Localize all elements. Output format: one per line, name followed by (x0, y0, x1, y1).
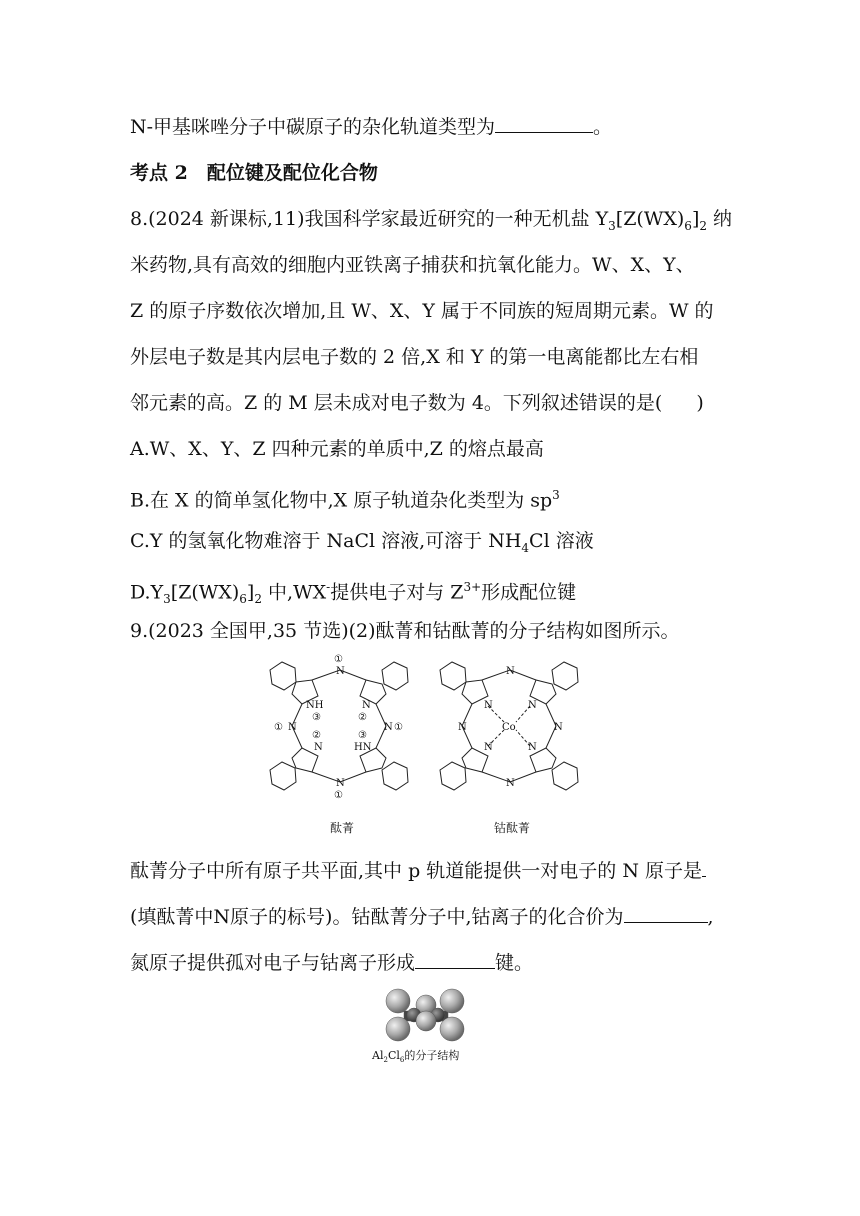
question-8-line-3: Z 的原子序数依次增加,且 W、X、Y 属于不同族的短周期元素。W 的 (130, 300, 714, 322)
question-8-line-4: 外层电子数是其内层电子数的 2 倍,X 和 Y 的第一电离能都比左右相 (130, 346, 699, 368)
atom-label: N (528, 700, 537, 711)
atom-label: N (288, 722, 297, 733)
subscript: 4 (521, 540, 530, 555)
question-9-line-3 (130, 904, 714, 930)
question-8-line-5 (130, 390, 704, 416)
text: 中,WX (261, 581, 327, 604)
question-9-line-2 (130, 858, 706, 884)
atom-label: NH (306, 700, 324, 711)
atom-label: ③ (312, 712, 321, 723)
answer-blank[interactable] (702, 858, 706, 877)
svg-text:Al2Cl6的分子结构: $Al_2Cl_6$的分子结构 (372, 1049, 460, 1064)
ball-model (386, 989, 464, 1041)
al2cl6-model-figure (372, 985, 490, 1065)
question-8-line-1 (130, 206, 732, 239)
superscript: 3 (552, 488, 560, 502)
text: [Z(WX) (170, 581, 240, 604)
answer-blank[interactable] (415, 950, 495, 969)
subscript: 3 (163, 592, 171, 607)
atom-label: N (484, 742, 493, 753)
text: D.Y (130, 581, 164, 604)
subscript: 6 (684, 218, 692, 233)
option-a: A.W、X、Y、Z 四种元素的单质中,Z 的熔点最高 (130, 438, 544, 460)
text: ] (691, 208, 700, 230)
text: 纳 (707, 208, 733, 230)
question-9-line-1: 9.(2023 全国甲,35 节选)(2)酞菁和钴酞菁的分子结构如图所示。 (130, 620, 680, 642)
answer-blank[interactable] (624, 904, 708, 923)
atom-label: ③ (358, 730, 367, 741)
atom-label: N (458, 722, 467, 733)
text: ] (246, 581, 255, 604)
text: B.在 X 的简单氢化物中,X 原子轨道杂化类型为 sp (130, 489, 553, 512)
question-8-line-2: 米药物,具有高效的细胞内亚铁离子捕获和抗氧化能力。W、X、Y、 (130, 254, 695, 276)
atom-label: ① (334, 790, 343, 801)
text: 键。 (495, 952, 534, 974)
text: [Z(WX) (615, 208, 685, 230)
subscript: 3 (608, 218, 616, 233)
atom-label: ① (334, 654, 343, 665)
option-b (130, 482, 560, 513)
text: , (707, 906, 714, 928)
atom-label: N (362, 700, 371, 711)
period: 。 (593, 116, 613, 138)
text: 形成配位键 (481, 581, 577, 604)
atom-label: N (336, 778, 345, 789)
option-c (130, 528, 594, 561)
atom-label: N (384, 722, 393, 733)
question-text: N-甲基咪唑分子中碳原子的杂化轨道类型为 (130, 116, 496, 138)
text: Cl 溶液 (529, 530, 594, 552)
figure2-caption (371, 1048, 459, 1064)
atom-label: ② (312, 730, 321, 741)
atom-label: N (506, 666, 515, 677)
text: ) (696, 392, 704, 414)
atom-label: ② (358, 712, 367, 723)
text: 邻元素的高。Z 的 M 层未成对电子数为 4。下列叙述错误的是( (130, 392, 663, 414)
text: C.Y 的氢氧化物难溶于 NaCl 溶液,可溶于 NH (130, 530, 522, 552)
superscript: - (326, 580, 331, 594)
subscript: 6 (239, 592, 247, 607)
answer-blank[interactable] (495, 114, 593, 133)
atom-label: N (506, 778, 515, 789)
atom-label: ① (274, 722, 283, 733)
phthalocyanine-figure (262, 648, 592, 838)
figure-caption-right: 钴酞菁 (494, 821, 531, 835)
atom-label: ① (394, 722, 403, 733)
text: 酞菁分子中所有原子共平面,其中 p 轨道能提供一对电子的 N 原子是 (130, 860, 702, 882)
atom-label: N (336, 666, 345, 677)
text: 8.(2024 新课标,11)我国科学家最近研究的一种无机盐 Y (130, 208, 609, 230)
atom-label: Co (502, 722, 516, 733)
option-d (130, 574, 576, 612)
atom-label: N (554, 722, 563, 733)
subscript: 2 (699, 218, 707, 233)
figure-caption-left: 酞菁 (330, 821, 355, 835)
subscript: 2 (254, 592, 262, 607)
text: 提供电子对与 Z (330, 581, 464, 604)
section-heading: 考点 2 配位键及配位化合物 (130, 162, 378, 184)
question-9-line-4 (130, 950, 533, 976)
atom-label: N (314, 742, 323, 753)
superscript: 3+ (463, 580, 482, 594)
atom-label: N (528, 742, 537, 753)
text: (填酞菁中N原子的标号)。钴酞菁分子中,钴离子的化合价为 (130, 906, 624, 928)
atom-label: HN (354, 742, 372, 753)
atom-label: N (484, 700, 493, 711)
text: 氮原子提供孤对电子与钴离子形成 (130, 952, 416, 974)
question-7-tail (130, 114, 612, 140)
